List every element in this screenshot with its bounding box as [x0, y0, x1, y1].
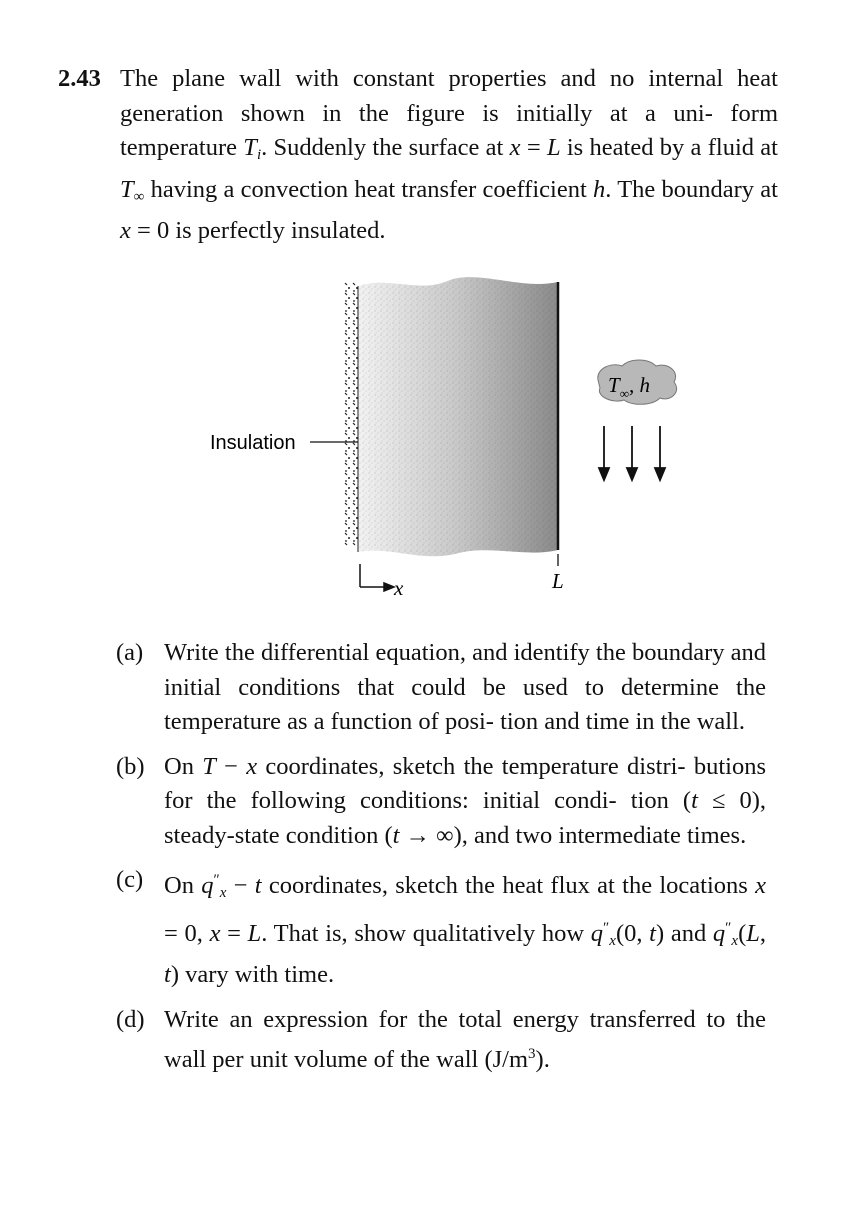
convection-arrows [599, 426, 665, 480]
wall-figure [200, 262, 700, 612]
problem-number: 2.43 [58, 65, 101, 92]
part-c [116, 863, 766, 993]
insulation-label: Insulation [210, 432, 296, 454]
part-text: On T − x coordinates, sketch the temperature distri- butions for the following conditions: initial condi- tion (t ≤ 0), steady-state condition (t → ∞), and two intermediate times. [164, 752, 767, 849]
part-text: On $q''_x - t$ coordinates, sketch the heat flux at the locations x = 0, x = L. That is, show qualitatively how $q''_x(0$, t) and $q''_x(L$, t) vary with time. [164, 872, 766, 988]
problem-text: The plane wall with constant properties and no internal heat generation shown in the figure is initially at a uni- form temperature $T_i$. Suddenly the surface at x = L is heated by a fluid at $T_\infty$ having a convection heat transfer coefficient h. The boundary at x = 0 is perfectly insulated. [120, 65, 778, 244]
problem-statement [58, 62, 778, 249]
part-label: (d) [116, 1005, 145, 1033]
part-label: (a) [116, 639, 144, 666]
part-a [116, 636, 766, 740]
insulation-layer [342, 282, 358, 547]
part-d [116, 1003, 766, 1078]
L-label: L [552, 569, 564, 593]
part-text: Write the differential equation, and identify the boundary and initial conditions that could be used to determine the temperature as a function of posi- tion and time in the wall. [164, 639, 767, 735]
x-axis-arrow [360, 564, 394, 591]
part-label: (c) [116, 866, 144, 893]
wall-diagram [200, 262, 700, 612]
part-label: (b) [116, 752, 145, 780]
fluid-label: $T_\infty$, h [608, 373, 650, 401]
problem-parts [116, 636, 766, 1088]
part-text: Write an expression for the total energy transferred to the wall per unit volume of the wall $(J/m^3)$. [164, 1005, 766, 1073]
x-axis-label: x [394, 576, 404, 600]
part-b [116, 750, 766, 854]
